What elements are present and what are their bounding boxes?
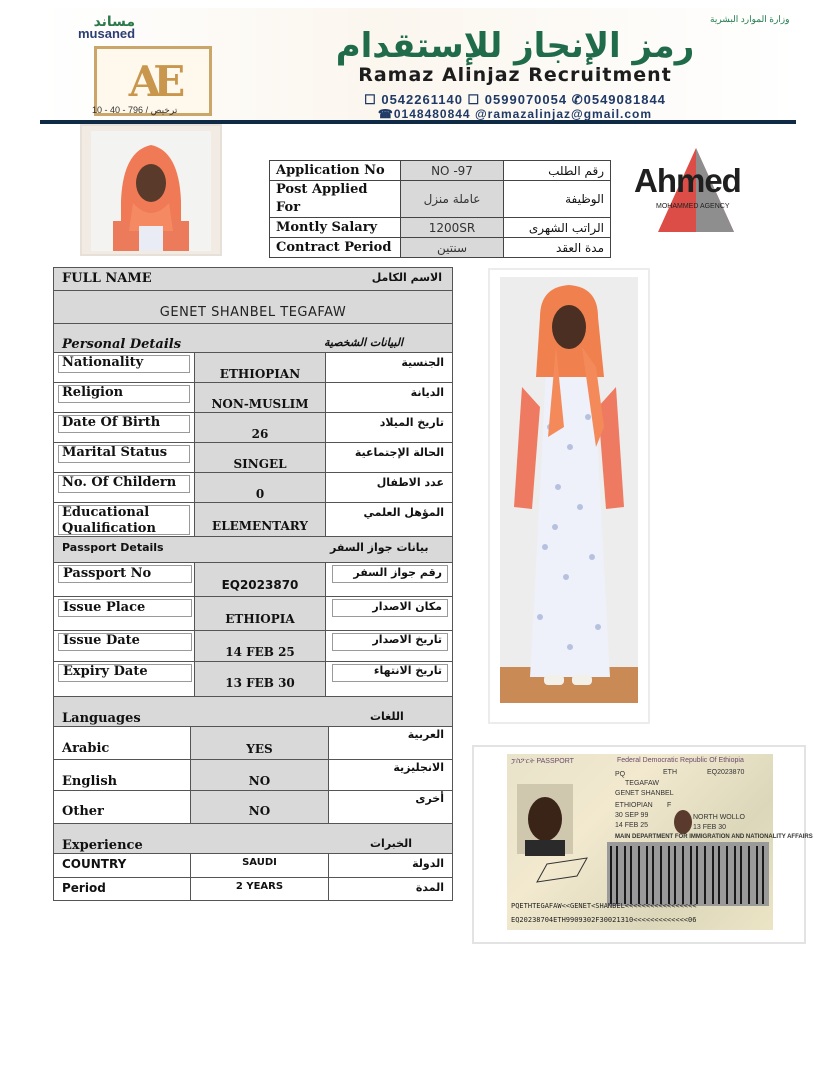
expiry-date-value: 13 FEB 30 bbox=[225, 676, 295, 690]
full-name-value: GENET SHANBEL TEGAFAW bbox=[159, 305, 347, 320]
lang-other-value: NO bbox=[248, 804, 271, 818]
marital-label-ar: الحالة الإجتماعية bbox=[354, 446, 444, 459]
company-title-ar: رمز الإنجاز للإستقدام bbox=[335, 26, 695, 66]
application-no-value: NO -97 bbox=[401, 161, 504, 181]
full-name-label-ar: الاسم الكامل bbox=[371, 271, 442, 284]
lang-other-row bbox=[54, 791, 452, 824]
lang-english-label-ar: الانجليزية bbox=[393, 761, 444, 774]
pp-given: GENET SHANBEL bbox=[615, 790, 674, 797]
issue-date-label-ar: تاريخ الاصدار bbox=[372, 633, 442, 646]
nationality-row bbox=[54, 353, 452, 383]
dob-row bbox=[54, 413, 452, 443]
table-row bbox=[270, 181, 611, 218]
personal-details-label-ar: البيانات الشخصية bbox=[324, 336, 404, 349]
passport-details-header bbox=[54, 537, 452, 563]
dob-label-ar: تاريخ الميلاد bbox=[379, 416, 444, 429]
ministry-logo: وزارة الموارد البشرية bbox=[710, 14, 790, 24]
personal-details-label: Personal Details bbox=[62, 337, 182, 352]
education-row bbox=[54, 503, 452, 537]
issue-place-row bbox=[54, 597, 452, 631]
contract-value: سنتين bbox=[401, 238, 504, 258]
full-name-label: FULL NAME bbox=[62, 271, 152, 286]
pp-number: EQ2023870 bbox=[707, 769, 745, 776]
passport-no-label-ar: رقم جواز السفر bbox=[353, 566, 442, 579]
contact-phones: ☐ 0542261140 ☐ 0599070054 ✆0549081844 bbox=[364, 92, 666, 107]
education-label: Educational Qualification bbox=[62, 505, 156, 536]
experience-label-ar: الخبرات bbox=[370, 837, 412, 850]
application-no-label-ar: رقم الطلب bbox=[504, 161, 611, 181]
exp-country-label-ar: الدولة bbox=[412, 857, 444, 870]
lang-english-value: NO bbox=[248, 774, 271, 788]
salary-label: Montly Salary bbox=[270, 218, 401, 238]
issue-place-label-ar: مكان الاصدار bbox=[372, 600, 442, 613]
children-row bbox=[54, 473, 452, 503]
portrait-photo bbox=[91, 131, 211, 251]
header-banner bbox=[40, 8, 796, 124]
passport-scan bbox=[507, 754, 813, 930]
contact-email: ☎0148480844 @ramazalinjaz@gmail.com bbox=[377, 107, 653, 121]
lang-english-label: English bbox=[62, 774, 118, 789]
exp-country-row bbox=[54, 854, 452, 878]
nationality-value: ETHIOPIAN bbox=[219, 367, 301, 381]
pp-header-left: ፓስፖርት PASSPORT bbox=[511, 758, 574, 765]
application-no-label: Application No bbox=[270, 161, 401, 181]
nationality-label-ar: الجنسية bbox=[401, 356, 444, 369]
application-info-table bbox=[269, 160, 611, 258]
exp-country-value: SAUDI bbox=[242, 857, 277, 868]
passport-details-label-ar: بيانات جواز السفر bbox=[330, 541, 429, 554]
pp-code: ETH bbox=[663, 769, 677, 776]
lang-arabic-value: YES bbox=[246, 742, 273, 756]
pp-dob: 30 SEP 99 bbox=[615, 812, 649, 819]
pp-pob: NORTH WOLLO bbox=[693, 814, 745, 821]
full-body-photo-frame bbox=[488, 268, 650, 724]
lang-arabic-row bbox=[54, 727, 452, 760]
post-label-ar: الوظيفة bbox=[504, 181, 611, 218]
pp-expiry: 13 FEB 30 bbox=[693, 824, 727, 831]
lang-other-label: Other bbox=[62, 804, 104, 819]
portrait-photo-frame bbox=[80, 124, 222, 256]
marital-row bbox=[54, 443, 452, 473]
applicant-form bbox=[53, 267, 453, 901]
issue-place-value: ETHIOPIA bbox=[225, 612, 295, 626]
pp-mrz-line-1: PQETHTEGAFAW<<GENET<SHANBEL<<<<<<<<<<<<<<<<< bbox=[511, 902, 697, 910]
pp-type: PQ bbox=[615, 771, 626, 778]
religion-row bbox=[54, 383, 452, 413]
marital-value: SINGEL bbox=[233, 457, 287, 471]
exp-country-label: COUNTRY bbox=[62, 857, 127, 871]
issue-place-label: Issue Place bbox=[63, 600, 146, 615]
pp-mrz-line-2: EQ20238704ETH9909302F30021310<<<<<<<<<<<<<06 bbox=[511, 916, 697, 924]
contract-label: Contract Period bbox=[270, 238, 401, 258]
religion-value: NON-MUSLIM bbox=[211, 397, 309, 411]
expiry-date-label: Expiry Date bbox=[63, 664, 148, 679]
agency-logo bbox=[634, 148, 758, 238]
education-value: ELEMENTARY bbox=[212, 519, 308, 533]
salary-label-ar: الراتب الشهرى bbox=[504, 218, 611, 238]
exp-period-row bbox=[54, 878, 452, 900]
children-label-ar: عدد الاطفال bbox=[376, 476, 444, 489]
exp-period-label-ar: المدة bbox=[415, 881, 444, 894]
issue-date-value: 14 FEB 25 bbox=[225, 645, 295, 659]
company-logo: AE bbox=[94, 46, 212, 116]
nationality-label: Nationality bbox=[62, 355, 144, 370]
passport-no-row bbox=[54, 563, 452, 597]
pp-issue: 14 FEB 25 bbox=[615, 822, 649, 829]
issue-date-row bbox=[54, 631, 452, 662]
lang-other-label-ar: أخرى bbox=[415, 792, 444, 805]
lang-arabic-label-ar: العربية bbox=[407, 728, 444, 741]
table-row bbox=[270, 238, 611, 258]
exp-period-label: Period bbox=[62, 881, 106, 895]
passport-no-label: Passport No bbox=[63, 566, 152, 581]
passport-no-value: EQ2023870 bbox=[221, 578, 299, 592]
languages-header bbox=[54, 697, 452, 727]
children-value: 0 bbox=[255, 487, 265, 501]
issue-date-label: Issue Date bbox=[63, 633, 140, 648]
dob-value: 26 bbox=[251, 427, 269, 441]
marital-label: Marital Status bbox=[62, 445, 168, 460]
lang-english-row bbox=[54, 760, 452, 791]
pp-nationality: ETHIOPIAN bbox=[615, 802, 653, 809]
expiry-date-label-ar: تاريخ الانتهاء bbox=[373, 664, 442, 677]
post-label: Post Applied For bbox=[270, 181, 401, 218]
full-name-header bbox=[54, 268, 452, 291]
pp-header-right: Federal Democratic Republic Of Ethiopia bbox=[617, 757, 744, 764]
pp-surname: TEGAFAW bbox=[625, 780, 659, 787]
agency-name: Ahmed bbox=[634, 162, 741, 199]
company-title-en: Ramaz Alinjaz Recruitment bbox=[358, 64, 672, 86]
passport-details-label: Passport Details bbox=[62, 541, 164, 554]
agency-subtitle: MOHAMMED AGENCY bbox=[656, 203, 730, 210]
dob-label: Date Of Birth bbox=[62, 415, 161, 430]
exp-period-value: 2 YEARS bbox=[235, 881, 284, 892]
pp-sex: F bbox=[667, 802, 672, 809]
registration-number: ترخيص / 796 - 40 - 10 bbox=[92, 105, 178, 115]
lang-arabic-label: Arabic bbox=[62, 741, 110, 756]
table-row bbox=[270, 161, 611, 181]
religion-label-ar: الديانة bbox=[410, 386, 444, 399]
languages-label-ar: اللغات bbox=[370, 710, 404, 723]
languages-label: Languages bbox=[62, 711, 141, 726]
full-body-photo bbox=[500, 277, 638, 703]
experience-label: Experience bbox=[62, 838, 143, 853]
musaned-logo: مساند musaned bbox=[78, 14, 136, 41]
post-value: عاملة منزل bbox=[401, 181, 504, 218]
table-row bbox=[270, 218, 611, 238]
contract-label-ar: مدة العقد bbox=[504, 238, 611, 258]
full-name-row bbox=[54, 291, 452, 324]
personal-details-header bbox=[54, 324, 452, 353]
children-label: No. Of Childern bbox=[62, 475, 177, 490]
expiry-date-row bbox=[54, 662, 452, 697]
passport-scan-frame bbox=[472, 745, 813, 944]
education-label-ar: المؤهل العلمي bbox=[363, 506, 444, 519]
pp-authority: MAIN DEPARTMENT FOR IMMIGRATION AND NATIONALITY AFFAIRS bbox=[615, 834, 813, 840]
experience-header bbox=[54, 824, 452, 854]
religion-label: Religion bbox=[62, 385, 124, 400]
salary-value: 1200SR bbox=[401, 218, 504, 238]
